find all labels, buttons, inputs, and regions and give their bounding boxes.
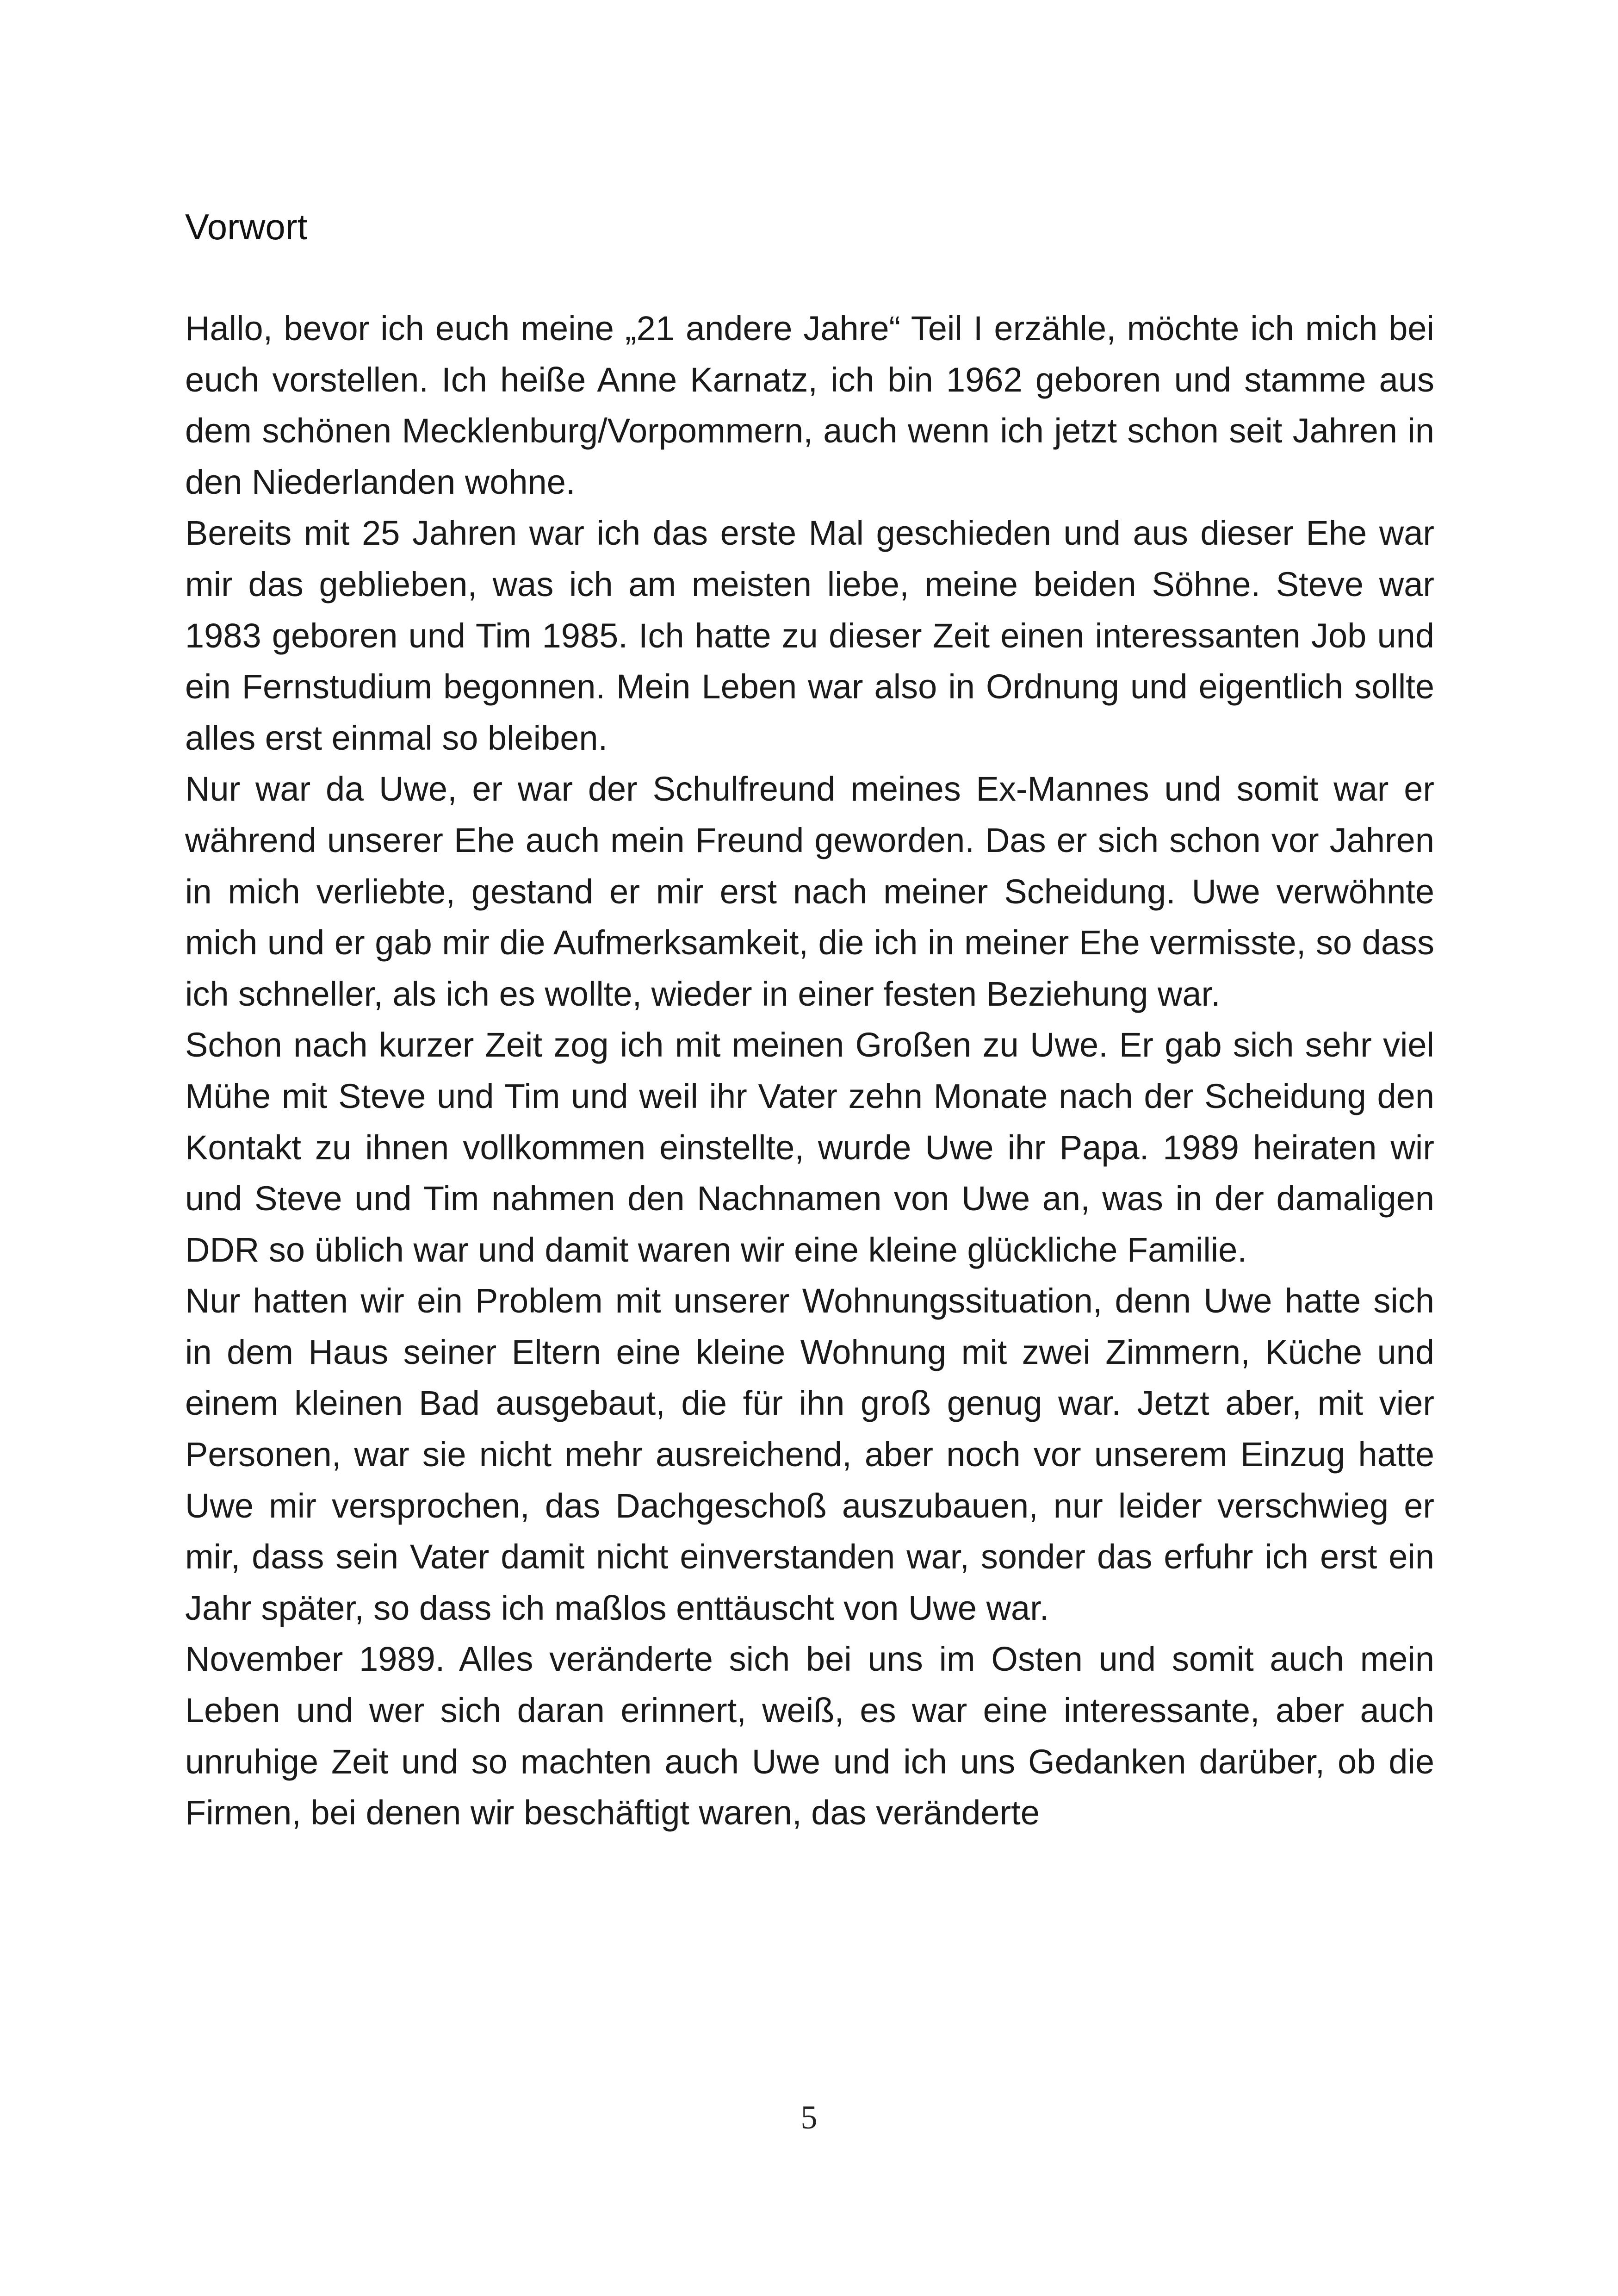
paragraph-divorce: Bereits mit 25 Jahren war ich das erste Mal geschieden und aus dieser Ehe war mir das geblieben, was ich am meisten liebe, meine beiden Söhne. Steve war 1983 geboren und Tim 1985. Ich hatte zu dieser Zeit einen interessanten Job und ein Fernstudium begonnen. Mein Leben war also in Ordnung und eigentlich sollte alles erst einmal so bleiben. — [185, 514, 1434, 757]
chapter-heading: Vorwort — [185, 206, 308, 247]
page-number: 5 — [800, 2099, 818, 2136]
paragraph-uwe: Nur war da Uwe, er war der Schulfreund meines Ex-Mannes und somit war er während unserer Ehe auch mein Freund geworden. Das er sich schon vor Jahren in mich verliebte, gestand er mir erst nach meiner Scheidung. Uwe verwöhnte mich und er gab mir die Aufmerksamkeit, die ich in meiner Ehe vermisste, so dass ich schneller, als ich es wollte, wieder in einer festen Beziehung war. — [185, 770, 1434, 1013]
paragraph-november-1989: November 1989. Alles veränderte sich bei uns im Osten und somit auch mein Leben und wer sich daran erinnert, weiß, es war eine interessante, aber auch unruhige Zeit und so machten auch Uwe und ich uns Gedanken darüber, ob die Firmen, bei denen wir beschäftigt waren, das veränderte — [185, 1640, 1434, 1832]
body-text — [185, 303, 1434, 1839]
paragraph-family: Schon nach kurzer Zeit zog ich mit meinen Großen zu Uwe. Er gab sich sehr viel Mühe mit Steve und Tim und weil ihr Vater zehn Monate nach der Scheidung den Kontakt zu ihnen vollkommen einstellte, wurde Uwe ihr Papa. 1989 heiraten wir und Steve und Tim nahmen den Nachnamen von Uwe an, was in der damaligen DDR so üblich war und damit waren wir eine kleine glückliche Familie. — [185, 1026, 1434, 1269]
paragraph-housing: Nur hatten wir ein Problem mit unserer Wohnungssituation, denn Uwe hatte sich in dem Haus seiner Eltern eine kleine Wohnung mit zwei Zimmern, Küche und einem kleinen Bad ausgebaut, die für ihn groß genug war. Jetzt aber, mit vier Personen, war sie nicht mehr ausreichend, aber noch vor unserem Einzug hatte Uwe mir versprochen, das Dachgeschoß auszubauen, nur leider verschwieg er mir, dass sein Vater damit nicht einverstanden war, sonder das erfuhr ich erst ein Jahr später, so dass ich maßlos enttäuscht von Uwe war. — [185, 1282, 1434, 1627]
paragraph-intro: Hallo, bevor ich euch meine „21 andere Jahre“ Teil I erzähle, möchte ich mich bei euch vorstellen. Ich heiße Anne Karnatz, ich bin 1962 geboren und stamme aus dem schönen Mecklenburg/Vorpommern, auch wenn ich jetzt schon seit Jahren in den Niederlanden wohne. — [185, 309, 1434, 501]
